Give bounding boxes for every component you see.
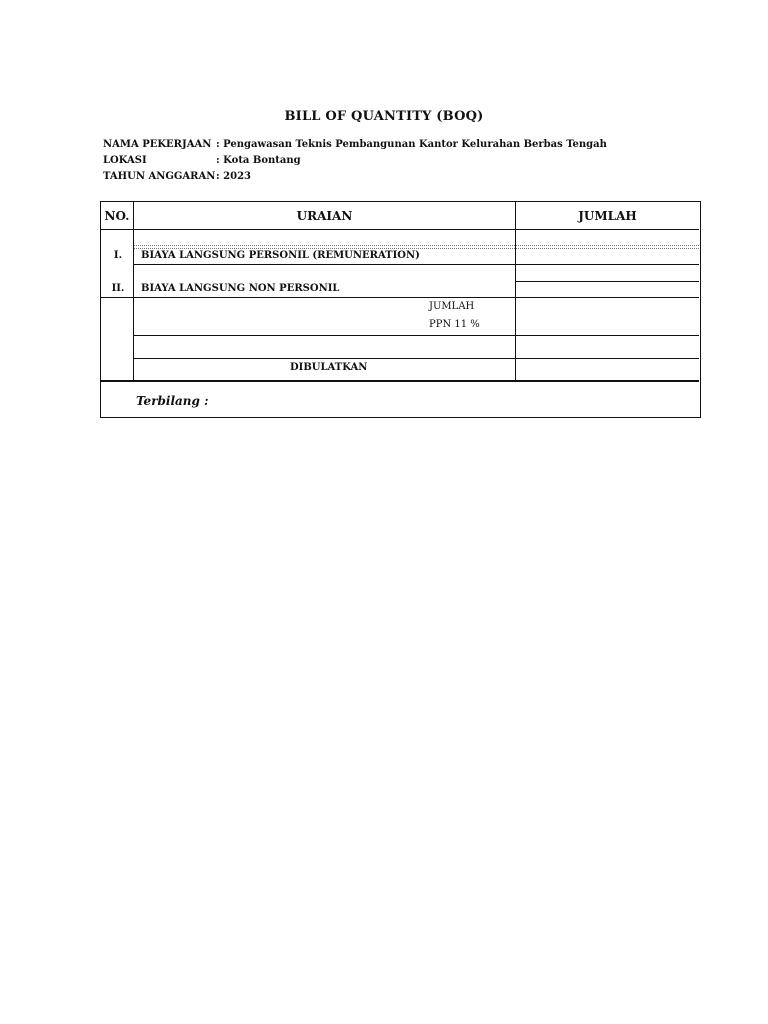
- row-no-1: I.: [113, 250, 123, 261]
- meta-label: LOKASI: [103, 155, 147, 166]
- header-uraian: URAIAN: [296, 209, 353, 223]
- header-no: NO.: [104, 209, 130, 223]
- document-title: BILL OF QUANTITY (BOQ): [284, 109, 484, 124]
- row-divider: [516, 281, 699, 282]
- meta-row-tahun-anggaran: [103, 169, 607, 185]
- boq-table: [100, 201, 701, 418]
- summary-jumlah-label: JUMLAH: [429, 301, 475, 312]
- terbilang-label: Terbilang :: [136, 394, 209, 408]
- meta-value: : Kota Bontang: [216, 155, 301, 166]
- header-jumlah: JUMLAH: [578, 209, 637, 223]
- row-uraian-1: BIAYA LANGSUNG PERSONIL (REMUNERATION): [141, 250, 420, 261]
- header-divider: [101, 229, 699, 230]
- meta-label: TAHUN ANGGARAN: [103, 171, 216, 182]
- meta-value: : Pengawasan Teknis Pembangunan Kantor Kelurahan Berbas Tengah: [216, 139, 607, 150]
- meta-label: NAMA PEKERJAAN: [103, 139, 212, 150]
- meta-row-lokasi: [103, 153, 607, 169]
- row-uraian-2: BIAYA LANGSUNG NON PERSONIL: [141, 283, 340, 294]
- terbilang-divider: [101, 380, 699, 382]
- summary-dibulatkan-label: DIBULATKAN: [290, 362, 368, 373]
- meta-value: : 2023: [216, 171, 252, 182]
- row-divider: [134, 297, 699, 298]
- row-divider: [134, 245, 699, 246]
- row-divider: [134, 248, 699, 249]
- row-no-2: II.: [111, 283, 125, 294]
- row-divider: [134, 335, 699, 336]
- row-divider: [134, 264, 699, 265]
- row-divider: [134, 358, 699, 359]
- summary-ppn-label: PPN 11 %: [429, 319, 480, 330]
- project-info: [103, 137, 607, 185]
- meta-row-nama-pekerjaan: [103, 137, 607, 153]
- row-divider: [101, 297, 133, 298]
